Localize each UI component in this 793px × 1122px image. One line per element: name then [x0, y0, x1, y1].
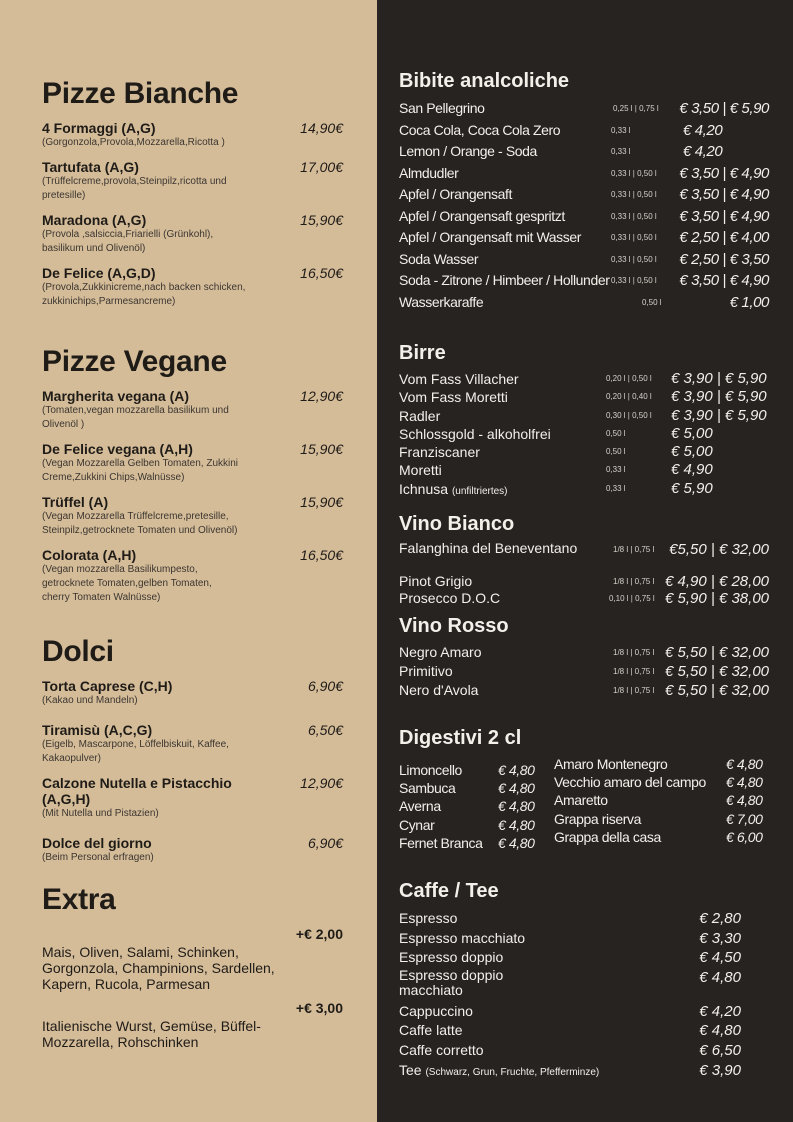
drink-row — [399, 388, 769, 406]
drink-row — [399, 968, 769, 1002]
menu-item — [42, 547, 347, 605]
drink-price: € 4,80 — [726, 792, 763, 809]
menu-item — [42, 835, 347, 865]
drink-price: € 4,80 — [699, 1022, 741, 1040]
drink-name: Cappuccino — [399, 1002, 473, 1019]
drink-price: € 5,00 — [671, 443, 713, 461]
section-title: Vino Rosso — [399, 615, 509, 637]
menu-item — [42, 388, 347, 432]
drink-name: Apfel / Orangensaft gespritzt — [399, 207, 565, 224]
item-price: 6,90€ — [307, 834, 343, 851]
drink-name: Espresso — [399, 910, 458, 926]
drink-price: € 4,50 — [699, 949, 741, 967]
menu-item — [42, 722, 347, 766]
section-caffe-tee — [399, 880, 769, 1080]
digestivi-list — [399, 756, 769, 861]
item-name: 4 Formaggi (A,G) — [42, 119, 156, 136]
item-price: 15,90€ — [300, 440, 343, 457]
drink-name — [399, 1061, 599, 1083]
drink-name: Franziscaner — [399, 444, 480, 461]
drink-size: 0,50 l — [606, 447, 626, 457]
drink-name: Amaretto — [554, 792, 608, 809]
menu-item — [42, 775, 347, 821]
drink-row — [399, 1061, 769, 1081]
drink-row — [399, 270, 769, 292]
menu-item — [42, 494, 347, 538]
digestivi-column — [399, 761, 539, 852]
drink-size: 0,33 l | 0,50 l — [611, 190, 657, 199]
drink-price: € 5,50 | € 32,00 — [665, 682, 769, 699]
drink-name: Espresso doppio — [399, 949, 504, 966]
item-description: (Tomaten,vegan mozzarella basilikum und Olivenöl ) — [42, 404, 229, 430]
drink-size: 0,33 l — [611, 147, 631, 156]
drink-size: 0,33 l | 0,50 l — [611, 168, 657, 178]
drink-row — [399, 834, 539, 852]
drink-name: Almdudler — [399, 164, 459, 181]
drink-price: € 5,50 | € 32,00 — [665, 663, 769, 680]
extra-price: +€ 3,00 — [295, 999, 343, 1016]
item-price: 14,90€ — [300, 119, 343, 136]
drink-name: Espresso doppio macchiato — [399, 966, 504, 998]
item-price: 12,90€ — [300, 774, 343, 791]
drink-price: € 7,00 — [726, 810, 763, 827]
drink-price: € 5,90 — [671, 479, 713, 497]
item-price: 6,90€ — [307, 677, 343, 694]
drink-name: Soda - Zitrone / Himbeer / Hollunder — [399, 272, 610, 288]
drink-row — [399, 480, 769, 498]
drink-size: 0,50 l — [606, 428, 626, 438]
item-description: (Vegan mozzarella Basilikumpesto, getrocknete Tomaten,gelben Tomaten, cherry Tomaten Walnüsse) — [42, 563, 212, 603]
drink-name: Negro Amaro — [399, 644, 482, 660]
drink-row — [399, 370, 769, 388]
drink-name: Primitivo — [399, 663, 453, 679]
extra-list: Italienische Wurst, Gemüse, Büffel-Mozzarella, Rohschinken — [42, 1017, 261, 1050]
item-description: (Eigelb, Mascarpone, Löffelbiskuit, Kaffee, Kakaopulver) — [42, 738, 229, 764]
drink-row — [399, 1002, 769, 1022]
drink-row — [554, 773, 769, 791]
drink-price: € 2,80 — [699, 910, 741, 927]
drink-price: € 5,50 | € 32,00 — [665, 644, 769, 661]
section-pizze-vegane — [42, 346, 347, 614]
drink-note: (Schwarz, Grun, Fruchte, Pfefferminze) — [425, 1066, 600, 1078]
item-name: Dolce del giorno — [42, 834, 152, 851]
food-column — [0, 0, 377, 1122]
drink-price: € 3,90 | € 5,90 — [671, 370, 767, 387]
item-name: Torta Caprese (C,H) — [42, 677, 173, 694]
drink-row — [399, 573, 769, 590]
drink-row — [399, 779, 539, 797]
drink-size: 0,25 l | 0,75 l — [613, 104, 659, 113]
drink-name — [399, 480, 508, 501]
item-name: De Felice (A,G,D) — [42, 264, 156, 281]
drink-row — [399, 761, 539, 779]
drink-name: San Pellegrino — [399, 100, 485, 116]
item-description: (Gorgonzola,Provola,Mozzarella,Ricotta ) — [42, 136, 225, 148]
drink-price: € 4,80 — [726, 774, 763, 791]
extra-price: +€ 2,00 — [295, 925, 343, 942]
drink-size: 0,30 l | 0,50 l — [606, 410, 652, 420]
drink-row — [399, 227, 769, 249]
drink-price: € 3,50 | € 4,90 — [679, 207, 769, 225]
menu-item — [42, 159, 347, 203]
section-bibite — [399, 70, 769, 313]
drink-size: 0,33 l | 0,50 l — [611, 233, 657, 242]
section-title: Bibite analcoliche — [399, 70, 570, 92]
drink-row — [554, 828, 769, 846]
drink-name: Vom Fass Moretti — [399, 389, 508, 406]
drink-price: € 4,80 — [699, 968, 741, 986]
drink-row — [399, 1041, 769, 1061]
item-price: 12,90€ — [300, 387, 343, 404]
drink-name: Amaro Montenegro — [554, 756, 668, 772]
drink-row — [399, 141, 769, 163]
section-title: Dolci — [42, 635, 114, 668]
drink-price: € 4,20 — [683, 143, 723, 160]
drink-row — [399, 541, 769, 573]
drink-price: € 4,80 — [498, 834, 535, 851]
section-title: Pizze Vegane — [42, 345, 227, 378]
drink-price: € 3,50 | € 4,90 — [679, 186, 769, 203]
item-name: Maradona (A,G) — [42, 211, 147, 228]
drink-row — [399, 681, 769, 700]
drink-name: Limoncello — [399, 762, 462, 778]
drink-name: Schlossgold - alkoholfrei — [399, 425, 551, 442]
drink-row — [554, 810, 769, 828]
item-name: Margherita vegana (A) — [42, 387, 190, 404]
item-name: Colorata (A,H) — [42, 546, 137, 563]
digestivi-column — [554, 755, 769, 846]
drink-name: Radler — [399, 407, 441, 424]
drink-price: € 6,50 — [699, 1041, 741, 1059]
drink-size: 0,33 l | 0,50 l — [611, 254, 657, 264]
menu-item — [42, 120, 347, 150]
drink-name: Prosecco D.O.C — [399, 590, 501, 606]
item-price: 16,50€ — [300, 546, 343, 563]
extra-list: Mais, Oliven, Salami, Schinken, Gorgonzola, Champinions, Sardellen, Kapern, Rucola, Parmesan — [42, 943, 275, 992]
drink-price: € 3,50 | € 5,90 — [679, 100, 769, 117]
drink-row — [399, 98, 769, 120]
menu-item — [42, 441, 347, 485]
drink-size: 0,33 l — [611, 125, 631, 135]
item-description: (Kakao und Mandeln) — [42, 694, 138, 706]
drink-row — [399, 461, 769, 479]
drink-name: Fernet Branca — [399, 834, 483, 851]
item-price: 17,00€ — [300, 158, 343, 175]
drink-name: Nero d'Avola — [399, 682, 479, 698]
drink-size: 0,20 l | 0,40 l — [606, 392, 652, 402]
drink-row — [399, 184, 769, 206]
drink-price: € 4,90 | € 28,00 — [665, 573, 769, 590]
section-title: Extra — [42, 883, 116, 916]
menu-item — [42, 678, 347, 708]
item-name: De Felice vegana (A,H) — [42, 440, 193, 457]
drink-row — [399, 590, 769, 607]
section-title: Vino Bianco — [399, 513, 515, 535]
drink-price: € 5,00 — [671, 424, 713, 442]
drink-price: € 4,80 — [498, 798, 535, 815]
drink-row — [399, 643, 769, 662]
item-name: Trüffel (A) — [42, 493, 109, 510]
drink-price: € 4,80 — [726, 756, 763, 772]
section-vino-bianco — [399, 513, 769, 607]
section-extra — [42, 884, 347, 1058]
drink-row — [399, 443, 769, 461]
drink-price: € 1,00 — [729, 293, 769, 311]
drink-name: Falanghina del Beneventano — [399, 540, 578, 556]
drink-price: € 4,20 — [699, 1002, 741, 1020]
drink-size: 1/8 l | 0,75 l — [613, 648, 655, 657]
drink-size: 0,50 l — [642, 297, 662, 307]
item-name: Tartufata (A,G) — [42, 158, 139, 175]
drink-name: Apfel / Orangensaft mit Wasser — [399, 229, 581, 245]
drink-size: 1/8 l | 0,75 l — [613, 577, 655, 586]
drink-size: 1/8 l | 0,75 l — [613, 667, 655, 676]
section-birre — [399, 342, 769, 498]
item-description: (Trüffelcreme,provola,Steinpilz,ricotta und pretesille) — [42, 175, 227, 201]
drink-row — [399, 407, 769, 425]
drink-row — [399, 909, 769, 929]
item-price: 6,50€ — [307, 721, 343, 738]
item-description: (Vegan Mozzarella Gelben Tomaten, Zukkini Creme,Zukkini Chips,Walnüsse) — [42, 457, 239, 483]
menu-item — [42, 265, 347, 309]
drink-size: 0,33 l — [606, 483, 626, 493]
drink-name: Pinot Grigio — [399, 573, 473, 589]
item-description: (Beim Personal erfragen) — [42, 851, 154, 863]
drink-size: 0,33 l | 0,50 l — [611, 211, 657, 221]
menu-item — [42, 212, 347, 256]
drink-price: € 3,90 | € 5,90 — [671, 406, 767, 424]
drink-price: € 3,90 | € 5,90 — [671, 388, 767, 406]
drink-name: Cynar — [399, 816, 435, 833]
section-vino-rosso — [399, 615, 769, 700]
drink-name-text: Ichnusa — [399, 480, 449, 497]
drink-name: Vecchio amaro del campo — [554, 774, 706, 791]
drink-row — [399, 1021, 769, 1041]
drink-price: € 3,30 — [699, 929, 741, 947]
drink-size: 0,33 l | 0,50 l — [611, 276, 657, 285]
item-description: (Mit Nutella und Pistazien) — [42, 807, 159, 819]
section-title: Digestivi 2 cl — [399, 727, 522, 749]
section-pizze-bianche — [42, 78, 347, 318]
drink-row — [399, 797, 539, 815]
item-price: 16,50€ — [300, 264, 343, 281]
drink-name: Moretti — [399, 462, 442, 479]
drink-name: Lemon / Orange - Soda — [399, 143, 537, 159]
drink-price: € 4,80 — [498, 816, 535, 833]
drink-price: € 4,80 — [498, 780, 535, 797]
section-title: Caffe / Tee — [399, 880, 499, 902]
drink-row — [399, 292, 769, 314]
drink-name: Sambuca — [399, 780, 456, 797]
item-price: 15,90€ — [300, 493, 343, 510]
drink-price: € 4,80 — [498, 762, 535, 778]
drink-row — [399, 948, 769, 968]
drink-row — [399, 816, 539, 834]
drink-price: € 2,50 | € 4,00 — [679, 229, 769, 246]
drink-price: €5,50 | € 32,00 — [669, 541, 769, 558]
drink-price: € 2,50 | € 3,50 — [679, 250, 769, 268]
drink-name: Wasserkaraffe — [399, 293, 484, 310]
item-price: 15,90€ — [300, 211, 343, 228]
drink-price: € 5,90 | € 38,00 — [665, 590, 769, 607]
drink-size: 1/8 l | 0,75 l — [613, 686, 655, 695]
drink-row — [554, 791, 769, 809]
drink-name: Grappa della casa — [554, 828, 661, 845]
drink-name: Vom Fass Villacher — [399, 371, 519, 387]
drink-row — [399, 929, 769, 949]
drink-name: Caffe latte — [399, 1022, 463, 1039]
drink-size: 0,20 l | 0,50 l — [606, 374, 652, 383]
drink-row — [399, 425, 769, 443]
drink-name: Espresso macchiato — [399, 929, 526, 946]
drink-size: 0,10 l | 0,75 l — [609, 594, 655, 603]
drink-price: € 6,00 — [726, 828, 763, 845]
drinks-column — [377, 0, 793, 1122]
drink-price: € 3,50 | € 4,90 — [679, 164, 769, 182]
section-digestivi — [399, 727, 769, 861]
item-description: (Vegan Mozzarella Trüffelcreme,pretesille, Steinpilz,getrocknete Tomaten und Olivenöl) — [42, 510, 238, 536]
drink-row — [554, 755, 769, 773]
drink-name: Coca Cola, Coca Cola Zero — [399, 121, 561, 138]
section-dolci — [42, 636, 347, 874]
section-title: Birre — [399, 342, 446, 364]
drink-size: 0,33 l — [606, 465, 626, 475]
drink-row — [399, 206, 769, 228]
drink-note: (unfiltriertes) — [451, 485, 508, 497]
drink-row — [399, 163, 769, 185]
drink-name: Caffe corretto — [399, 1041, 484, 1058]
item-name: Calzone Nutella e Pistacchio (A,G,H) — [42, 774, 232, 807]
drink-price: € 4,20 — [683, 121, 723, 139]
item-description: (Provola ,salsiccia,Friarielli (Grünkohl), basilikum und Olivenöl) — [42, 228, 214, 254]
drink-row — [399, 249, 769, 271]
drink-size: 1/8 l | 0,75 l — [613, 545, 655, 554]
drink-price: € 3,90 — [699, 1061, 741, 1079]
drink-price: € 3,50 | € 4,90 — [679, 272, 769, 289]
item-description: (Provola,Zukkinicreme,nach backen schicken, zukkinichips,Parmesancreme) — [42, 281, 246, 307]
drink-name-text: Tee — [399, 1061, 422, 1078]
item-name: Tiramisù (A,C,G) — [42, 721, 153, 738]
drink-name: Soda Wasser — [399, 250, 479, 267]
drink-row — [399, 662, 769, 681]
drink-name: Grappa riserva — [554, 810, 641, 827]
drink-price: € 4,90 — [671, 461, 713, 479]
drink-name: Apfel / Orangensaft — [399, 186, 513, 202]
drink-row — [399, 120, 769, 142]
drink-name: Averna — [399, 798, 441, 815]
section-title: Pizze Bianche — [42, 77, 239, 110]
